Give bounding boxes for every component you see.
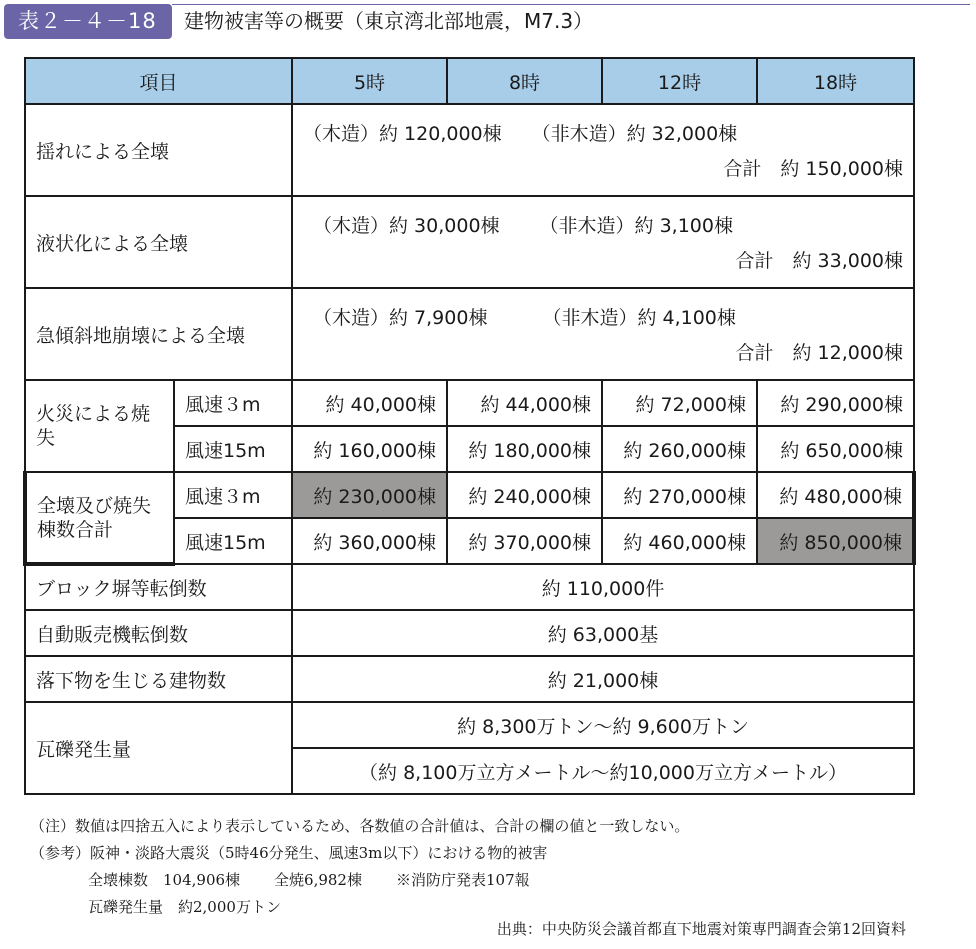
note-reference: （参考）阪神・淡路大震災（5時46分発生、風速3m以下）における物的被害 (30, 844, 548, 862)
total-3m-18h: 約 480,000棟 (757, 472, 914, 518)
source-citation: 出典：中央防災会議首都直下地震対策専門調査会第12回資料 (496, 920, 906, 938)
table-title: 建物被害等の概要（東京湾北部地震，M7.3） (184, 9, 594, 33)
value-rubble-tons: 約 8,300万トン～約 9,600万トン (292, 702, 914, 748)
label-shaking: 揺れによる全壊 (25, 104, 292, 196)
damage-table (23, 57, 916, 795)
value-shaking (292, 104, 914, 196)
header-5h: 5時 (292, 58, 447, 104)
total-15m-5h: 約 360,000棟 (292, 518, 447, 564)
liquefaction-wood: （木造）約 30,000棟 (313, 215, 500, 237)
shaking-nonwood: （非木造）約 32,000棟 (531, 123, 738, 145)
value-block: 約 110,000件 (292, 564, 914, 610)
title-rule (172, 4, 970, 5)
row-liquefaction (25, 196, 914, 288)
total-15m-8h: 約 370,000棟 (447, 518, 602, 564)
label-block: ブロック塀等転倒数 (25, 564, 292, 610)
label-slope: 急傾斜地崩壊による全壊 (25, 288, 292, 380)
label-falling: 落下物を生じる建物数 (25, 656, 292, 702)
total-15m-12h: 約 460,000棟 (602, 518, 757, 564)
title-bar (0, 0, 976, 44)
fire-15m-12h: 約 260,000棟 (602, 426, 757, 472)
note-rubble-ref: 瓦礫発生量 約2,000万トン (88, 898, 281, 916)
fire-3m-8h: 約 44,000棟 (447, 380, 602, 426)
header-item: 項目 (25, 58, 292, 104)
value-vending: 約 63,000基 (292, 610, 914, 656)
label-liquefaction: 液状化による全壊 (25, 196, 292, 288)
fire-wind-15m: 風速15m (174, 426, 292, 472)
notes (30, 813, 689, 921)
total-15m-18h: 約 850,000棟 (757, 518, 914, 564)
header-12h: 12時 (602, 58, 757, 104)
note-reference-counts (30, 867, 689, 894)
header-18h: 18時 (757, 58, 914, 104)
note-rounding: （注）数値は四捨五入により表示しているため、各数値の合計値は、合計の欄の値と一致しない。 (30, 817, 690, 835)
slope-total: 合計 約 12,000棟 (735, 342, 904, 364)
total-3m-5h: 約 230,000棟 (292, 472, 447, 518)
row-falling (25, 656, 914, 702)
fire-15m-8h: 約 180,000棟 (447, 426, 602, 472)
fire-3m-12h: 約 72,000棟 (602, 380, 757, 426)
row-shaking (25, 104, 914, 196)
row-vending (25, 610, 914, 656)
label-rubble: 瓦礫発生量 (25, 702, 292, 794)
slope-nonwood: （非木造）約 4,100棟 (542, 307, 736, 329)
total-3m-12h: 約 270,000棟 (602, 472, 757, 518)
fire-3m-18h: 約 290,000棟 (757, 380, 914, 426)
note-agency: ※消防庁発表107報 (395, 871, 530, 889)
slope-wood: （木造）約 7,900棟 (313, 307, 488, 329)
header-8h: 8時 (447, 58, 602, 104)
label-vending: 自動販売機転倒数 (25, 610, 292, 656)
note-burn: 全焼6,982棟 (274, 871, 362, 889)
shaking-total: 合計 約 150,000棟 (723, 158, 904, 180)
header-row (25, 58, 914, 104)
label-fire: 火災による焼失 (25, 380, 174, 472)
row-slope (25, 288, 914, 380)
value-falling: 約 21,000棟 (292, 656, 914, 702)
row-rubble-tons (25, 702, 914, 748)
fire-wind-3m: 風速３m (174, 380, 292, 426)
total-wind-15m: 風速15m (174, 518, 292, 564)
total-wind-3m: 風速３m (174, 472, 292, 518)
row-block (25, 564, 914, 610)
table-number-badge: 表２－４－18 (4, 4, 172, 39)
fire-3m-5h: 約 40,000棟 (292, 380, 447, 426)
shaking-wood: （木造）約 120,000棟 (303, 123, 502, 145)
value-slope (292, 288, 914, 380)
liquefaction-total: 合計 約 33,000棟 (735, 250, 904, 272)
fire-15m-5h: 約 160,000棟 (292, 426, 447, 472)
row-fire-3m (25, 380, 914, 426)
label-total: 全壊及び焼失棟数合計 (25, 472, 174, 564)
value-rubble-volume: （約 8,100万立方メートル～約10,000万立方メートル） (292, 748, 914, 794)
note-collapse: 全壊棟数 104,906棟 (88, 871, 241, 889)
fire-15m-18h: 約 650,000棟 (757, 426, 914, 472)
liquefaction-nonwood: （非木造）約 3,100棟 (539, 215, 733, 237)
row-total-3m (25, 472, 914, 518)
total-3m-8h: 約 240,000棟 (447, 472, 602, 518)
value-liquefaction (292, 196, 914, 288)
